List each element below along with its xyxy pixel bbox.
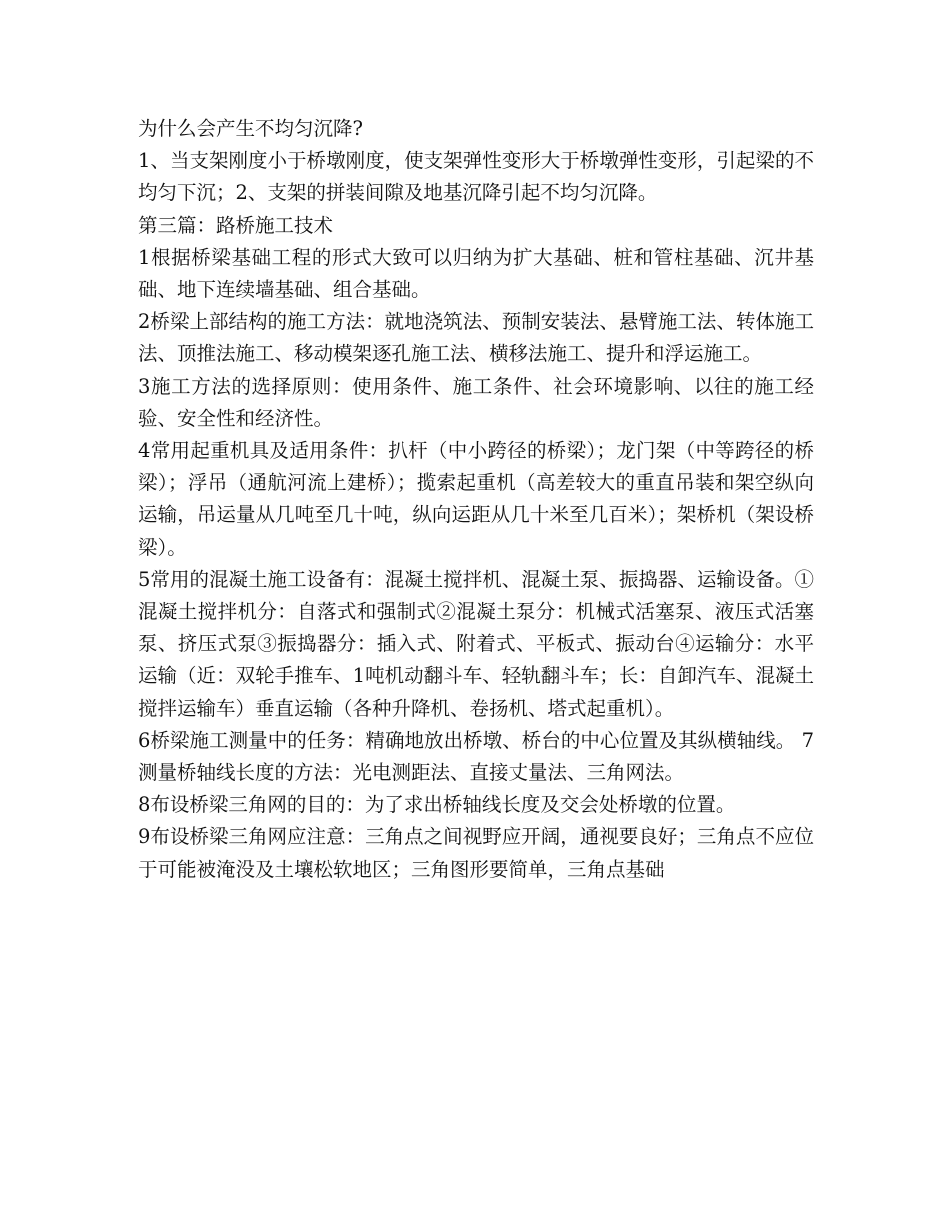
paragraph-item-4: 4常用起重机具及适用条件：扒杆（中小跨径的桥梁）；龙门架（中等跨径的桥梁）；浮吊（通航河流上建桥）；揽索起重机（高差较大的重直吊装和架空纵向运输，吊运量从几吨至几十吨，纵向运距从几十米至几百米）；架桥机（架设桥梁）。 bbox=[138, 439, 814, 559]
paragraph-answer: 1、当支架刚度小于桥墩刚度，使支架弹性变形大于桥墩弹性变形，引起梁的不均匀下沉；2、支架的拼装间隙及地基沉降引起不均匀沉降。 bbox=[138, 149, 814, 205]
document-page bbox=[138, 113, 814, 886]
paragraph-item-5: 5常用的混凝土施工设备有：混凝土搅拌机、混凝土泵、振捣器、运输设备。①混凝土搅拌机分：自落式和强制式②混凝土泵分：机械式活塞泵、液压式活塞泵、挤压式泵③振捣器分：插入式、附着式、平板式、振动台④运输分：水平运输（近：双轮手推车、1吨机动翻斗车、轻轨翻斗车；长：自卸汽车、混凝土搅拌运输车）垂直运输（各种升降机、卷扬机、塔式起重机）。 bbox=[138, 567, 814, 720]
paragraph-item-3: 3施工方法的选择原则：使用条件、施工条件、社会环境影响、以往的施工经验、安全性和经济性。 bbox=[138, 374, 814, 430]
section-heading: 第三篇：路桥施工技术 bbox=[138, 213, 334, 237]
paragraph-item-6-7: 6桥梁施工测量中的任务：精确地放出桥墩、桥台的中心位置及其纵横轴线。 7测量桥轴线长度的方法：光电测距法、直接丈量法、三角网法。 bbox=[138, 728, 814, 785]
paragraph-item-8: 8布设桥梁三角网的目的：为了求出桥轴线长度及交会处桥墩的位置。 bbox=[138, 793, 736, 817]
paragraph-item-9: 9布设桥梁三角网应注意：三角点之间视野应开阔，通视要良好；三角点不应位于可能被淹没及土壤松软地区；三角图形要简单，三角点基础 bbox=[138, 825, 814, 881]
paragraph-item-2: 2桥梁上部结构的施工方法：就地浇筑法、预制安装法、悬臂施工法、转体施工法、顶推法施工、移动模架逐孔施工法、横移法施工、提升和浮运施工。 bbox=[138, 310, 814, 366]
paragraph-item-1: 1根据桥梁基础工程的形式大致可以归纳为扩大基础、桩和管柱基础、沉井基础、地下连续墙基础、组合基础。 bbox=[138, 245, 814, 302]
paragraph-question: 为什么会产生不均匀沉降? bbox=[138, 117, 363, 140]
